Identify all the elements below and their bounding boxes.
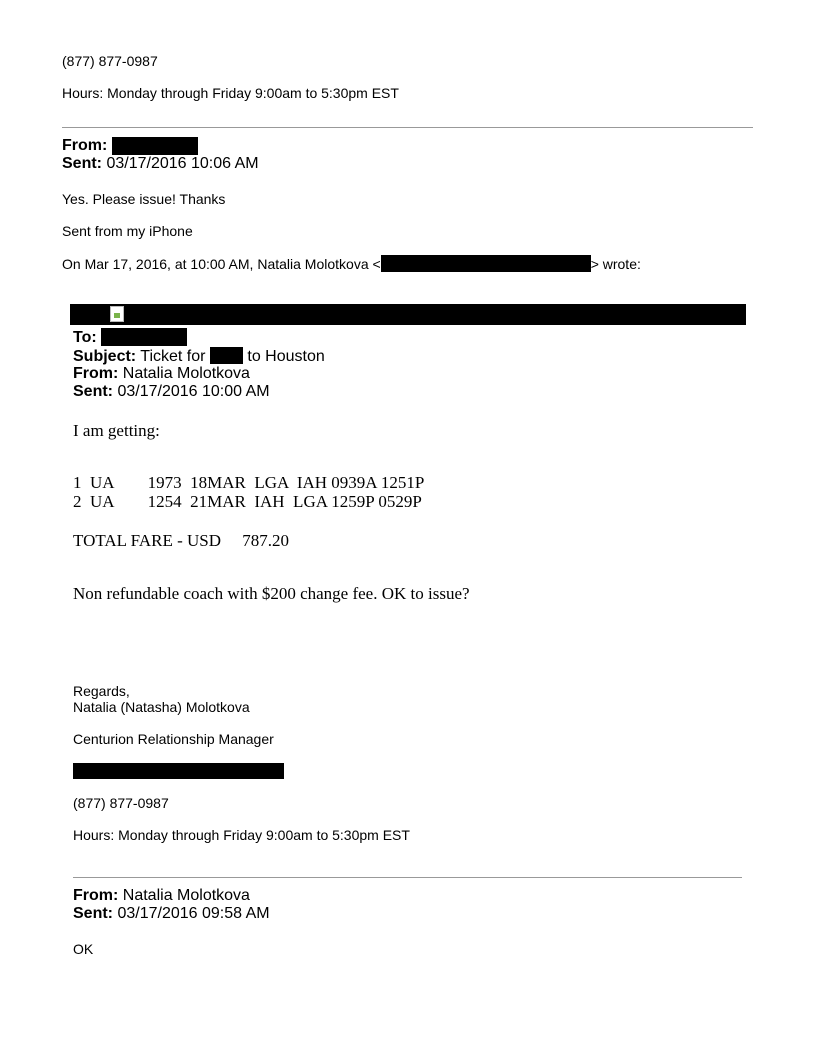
itinerary-text: 1 UA 1973 18MAR LGA IAH 0939A 1251P [73,473,425,492]
quoted-intro: I am getting: [73,421,160,440]
to-label: To: [73,329,97,346]
regards: Regards, [73,683,130,699]
redacted-header-bar [70,304,746,325]
quoted-subject-row [73,347,325,366]
itinerary-line-1 [73,473,424,493]
subject-label: Subject: [73,348,137,365]
quoted-to-row [73,329,97,347]
redacted-recipient [101,328,187,346]
earlier-sent-row [73,905,270,923]
separator-line [62,127,753,128]
signature-title: Centurion Relationship Manager [73,731,274,747]
from-label: From: [73,887,119,904]
subject-after: to Houston [247,348,325,365]
signature-name: Natalia (Natasha) Molotkova [73,699,250,715]
sent-label: Sent: [73,383,113,400]
signature-phone: (877) 877-0987 [73,795,169,811]
redacted-subject-name [210,347,243,364]
redacted-contact [73,763,284,779]
signature-hours: Hours: Monday through Friday 9:00am to 5:30pm EST [73,827,410,843]
reply-body-line: Yes. Please issue! Thanks [62,191,226,207]
sent-value: 03/17/2016 10:06 AM [106,155,259,172]
quoted-sent-row [73,383,270,401]
sent-value: 03/17/2016 09:58 AM [117,905,270,922]
redacted-email [381,255,591,272]
sent-label: Sent: [73,905,113,922]
reply-signature-line: Sent from my iPhone [62,223,193,239]
itinerary-line-2 [73,492,422,512]
earlier-from-row [73,887,250,905]
quote-attribution [62,255,641,272]
fare-total [73,531,289,551]
reply-from-row [62,137,107,155]
redacted-sender [112,137,198,155]
top-phone: (877) 877-0987 [62,53,158,69]
earlier-body: OK [73,941,94,957]
fare-note: Non refundable coach with $200 change fee. OK to issue? [73,584,470,603]
fare-text: TOTAL FARE - USD 787.20 [73,531,290,550]
quote-suffix: > wrote: [590,256,641,272]
quote-prefix: On Mar 17, 2016, at 10:00 AM, Natalia Molotkova < [62,256,381,272]
from-label: From: [73,365,119,382]
from-label: From: [62,137,108,154]
sent-value: 03/17/2016 10:00 AM [117,383,270,400]
subject-before: Ticket for [140,348,206,365]
separator-line [73,877,742,878]
from-value: Natalia Molotkova [122,887,250,904]
quoted-from-row [73,365,250,383]
broken-image-icon [110,306,124,322]
sent-label: Sent: [62,155,102,172]
top-hours: Hours: Monday through Friday 9:00am to 5:30pm EST [62,85,399,101]
reply-sent-row [62,155,259,173]
from-value: Natalia Molotkova [122,365,250,382]
itinerary-text: 2 UA 1254 21MAR IAH LGA 1259P 0529P [73,492,422,511]
